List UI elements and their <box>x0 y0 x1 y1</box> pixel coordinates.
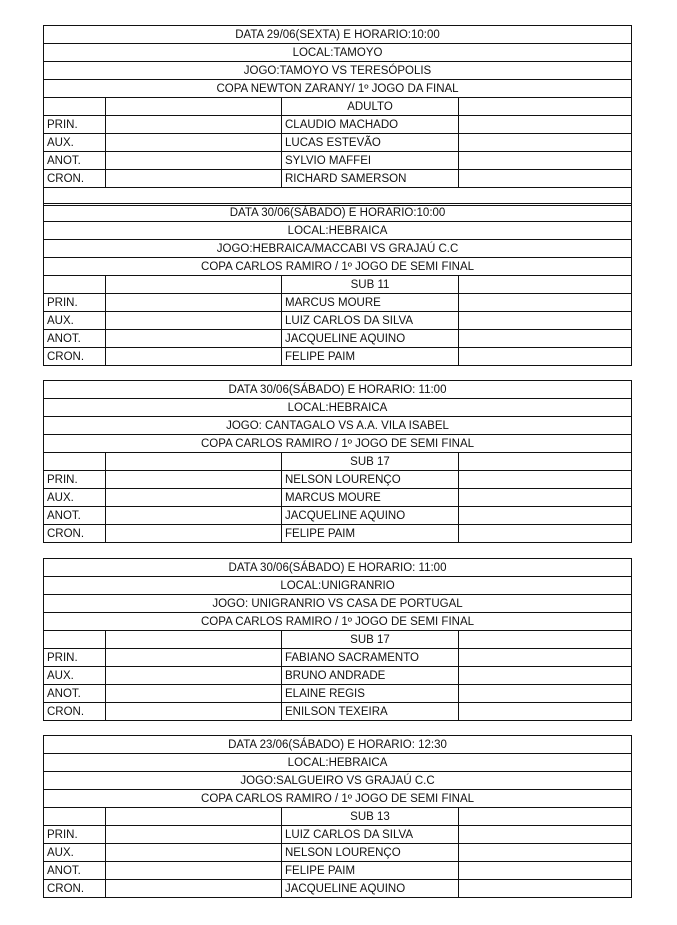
cup-row <box>44 613 632 631</box>
official-name: ELAINE REGIS <box>282 685 459 703</box>
category-row <box>44 808 632 826</box>
empty-cell <box>106 685 282 703</box>
official-row <box>44 685 632 703</box>
match-row <box>44 417 632 435</box>
official-row <box>44 489 632 507</box>
empty-cell <box>106 152 282 170</box>
official-row <box>44 880 632 898</box>
official-row <box>44 330 632 348</box>
official-role: CRON. <box>44 880 106 898</box>
match-row <box>44 62 632 80</box>
cup-row <box>44 258 632 276</box>
official-row <box>44 844 632 862</box>
empty-cell <box>459 170 632 188</box>
empty-cell <box>459 276 632 294</box>
empty-cell <box>106 170 282 188</box>
official-row <box>44 667 632 685</box>
empty-cell <box>106 844 282 862</box>
empty-cell <box>459 294 632 312</box>
empty-cell <box>106 826 282 844</box>
empty-cell <box>459 667 632 685</box>
empty-cell <box>106 631 282 649</box>
empty-cell <box>106 703 282 721</box>
official-name: NELSON LOURENÇO <box>282 844 459 862</box>
official-name: JACQUELINE AQUINO <box>282 330 459 348</box>
cup-row <box>44 80 632 98</box>
official-name: FELIPE PAIM <box>282 862 459 880</box>
empty-cell <box>44 98 106 116</box>
official-name: LUIZ CARLOS DA SILVA <box>282 312 459 330</box>
category-row <box>44 98 632 116</box>
game-cup: COPA CARLOS RAMIRO / 1º JOGO DE SEMI FINAL <box>44 435 632 453</box>
game-cup: COPA CARLOS RAMIRO / 1º JOGO DE SEMI FINAL <box>44 258 632 276</box>
match-row <box>44 595 632 613</box>
empty-cell <box>106 471 282 489</box>
empty-cell <box>459 826 632 844</box>
game-cup: COPA CARLOS RAMIRO / 1º JOGO DE SEMI FINAL <box>44 790 632 808</box>
official-role: CRON. <box>44 525 106 543</box>
empty-cell <box>459 330 632 348</box>
official-row <box>44 649 632 667</box>
game-match: JOGO:HEBRAICA/MACCABI VS GRAJAÚ C.C <box>44 240 632 258</box>
empty-cell <box>106 453 282 471</box>
official-name: MARCUS MOURE <box>282 294 459 312</box>
empty-cell <box>106 134 282 152</box>
empty-cell <box>459 98 632 116</box>
empty-cell <box>459 649 632 667</box>
game-match: JOGO: UNIGRANRIO VS CASA DE PORTUGAL <box>44 595 632 613</box>
official-name: JACQUELINE AQUINO <box>282 880 459 898</box>
empty-cell <box>459 685 632 703</box>
official-role: CRON. <box>44 348 106 366</box>
game-table <box>43 203 632 366</box>
game-match: JOGO: CANTAGALO VS A.A. VILA ISABEL <box>44 417 632 435</box>
cup-row <box>44 435 632 453</box>
empty-cell <box>106 862 282 880</box>
date-row <box>44 26 632 44</box>
local-row <box>44 222 632 240</box>
official-name: ENILSON TEXEIRA <box>282 703 459 721</box>
official-row <box>44 170 632 188</box>
category-row <box>44 453 632 471</box>
empty-cell <box>106 649 282 667</box>
official-name: MARCUS MOURE <box>282 489 459 507</box>
official-name: BRUNO ANDRADE <box>282 667 459 685</box>
official-role: AUX. <box>44 489 106 507</box>
empty-cell <box>459 453 632 471</box>
game-match: JOGO:SALGUEIRO VS GRAJAÚ C.C <box>44 772 632 790</box>
empty-cell <box>459 631 632 649</box>
official-name: JACQUELINE AQUINO <box>282 507 459 525</box>
game-category: ADULTO <box>282 98 459 116</box>
empty-cell <box>459 489 632 507</box>
official-role: PRIN. <box>44 116 106 134</box>
empty-cell <box>459 808 632 826</box>
category-row <box>44 631 632 649</box>
empty-cell <box>459 525 632 543</box>
date-row <box>44 204 632 222</box>
category-row <box>44 276 632 294</box>
official-role: AUX. <box>44 134 106 152</box>
official-row <box>44 294 632 312</box>
empty-cell <box>459 471 632 489</box>
official-row <box>44 471 632 489</box>
official-role: ANOT. <box>44 685 106 703</box>
official-name: LUIZ CARLOS DA SILVA <box>282 826 459 844</box>
official-row <box>44 507 632 525</box>
official-row <box>44 312 632 330</box>
official-name: FELIPE PAIM <box>282 525 459 543</box>
empty-cell <box>106 348 282 366</box>
date-row <box>44 736 632 754</box>
game-category: SUB 11 <box>282 276 459 294</box>
official-role: AUX. <box>44 667 106 685</box>
empty-cell <box>459 152 632 170</box>
game-date-time: DATA 30/06(SÁBADO) E HORARIO: 11:00 <box>44 559 632 577</box>
empty-cell <box>106 507 282 525</box>
official-row <box>44 348 632 366</box>
empty-cell <box>459 312 632 330</box>
game-local: LOCAL:HEBRAICA <box>44 754 632 772</box>
cup-row <box>44 790 632 808</box>
official-row <box>44 116 632 134</box>
local-row <box>44 577 632 595</box>
game-category: SUB 13 <box>282 808 459 826</box>
game-category: SUB 17 <box>282 453 459 471</box>
empty-cell <box>106 667 282 685</box>
match-row <box>44 240 632 258</box>
empty-cell <box>106 116 282 134</box>
official-role: ANOT. <box>44 862 106 880</box>
game-date-time: DATA 23/06(SÁBADO) E HORARIO: 12:30 <box>44 736 632 754</box>
official-row <box>44 703 632 721</box>
official-row <box>44 152 632 170</box>
empty-cell <box>44 631 106 649</box>
empty-cell <box>459 703 632 721</box>
official-name: SYLVIO MAFFEI <box>282 152 459 170</box>
game-local: LOCAL:TAMOYO <box>44 44 632 62</box>
empty-cell <box>459 116 632 134</box>
official-role: CRON. <box>44 170 106 188</box>
game-cup: COPA CARLOS RAMIRO / 1º JOGO DE SEMI FINAL <box>44 613 632 631</box>
official-row <box>44 134 632 152</box>
empty-cell <box>459 844 632 862</box>
empty-cell <box>459 134 632 152</box>
official-name: FABIANO SACRAMENTO <box>282 649 459 667</box>
game-table <box>43 558 632 721</box>
official-role: PRIN. <box>44 826 106 844</box>
game-category: SUB 17 <box>282 631 459 649</box>
game-date-time: DATA 30/06(SÁBADO) E HORARIO:10:00 <box>44 204 632 222</box>
game-local: LOCAL:HEBRAICA <box>44 399 632 417</box>
game-table <box>43 735 632 898</box>
local-row <box>44 754 632 772</box>
game-local: LOCAL:HEBRAICA <box>44 222 632 240</box>
game-date-time: DATA 30/06(SÁBADO) E HORARIO: 11:00 <box>44 381 632 399</box>
official-row <box>44 525 632 543</box>
official-row <box>44 862 632 880</box>
empty-cell <box>106 312 282 330</box>
official-role: PRIN. <box>44 294 106 312</box>
local-row <box>44 44 632 62</box>
official-name: LUCAS ESTEVÃO <box>282 134 459 152</box>
empty-cell <box>44 276 106 294</box>
official-role: ANOT. <box>44 507 106 525</box>
empty-cell <box>106 880 282 898</box>
official-role: AUX. <box>44 844 106 862</box>
match-row <box>44 772 632 790</box>
empty-cell <box>459 507 632 525</box>
empty-cell <box>106 98 282 116</box>
official-role: PRIN. <box>44 471 106 489</box>
game-match: JOGO:TAMOYO VS TERESÓPOLIS <box>44 62 632 80</box>
official-role: AUX. <box>44 312 106 330</box>
game-table <box>43 380 632 543</box>
official-row <box>44 826 632 844</box>
official-role: ANOT. <box>44 152 106 170</box>
empty-cell <box>106 525 282 543</box>
empty-cell <box>44 453 106 471</box>
official-name: CLAUDIO MACHADO <box>282 116 459 134</box>
game-table <box>43 25 632 206</box>
empty-cell <box>459 880 632 898</box>
empty-cell <box>459 862 632 880</box>
official-name: FELIPE PAIM <box>282 348 459 366</box>
official-name: NELSON LOURENÇO <box>282 471 459 489</box>
date-row <box>44 559 632 577</box>
game-cup: COPA NEWTON ZARANY/ 1º JOGO DA FINAL <box>44 80 632 98</box>
empty-cell <box>44 808 106 826</box>
date-row <box>44 381 632 399</box>
empty-cell <box>106 489 282 507</box>
official-role: PRIN. <box>44 649 106 667</box>
game-local: LOCAL:UNIGRANRIO <box>44 577 632 595</box>
empty-cell <box>459 348 632 366</box>
official-role: CRON. <box>44 703 106 721</box>
empty-cell <box>106 276 282 294</box>
empty-cell <box>106 330 282 348</box>
official-role: ANOT. <box>44 330 106 348</box>
game-date-time: DATA 29/06(SEXTA) E HORARIO:10:00 <box>44 26 632 44</box>
official-name: RICHARD SAMERSON <box>282 170 459 188</box>
local-row <box>44 399 632 417</box>
empty-cell <box>106 808 282 826</box>
empty-cell <box>106 294 282 312</box>
